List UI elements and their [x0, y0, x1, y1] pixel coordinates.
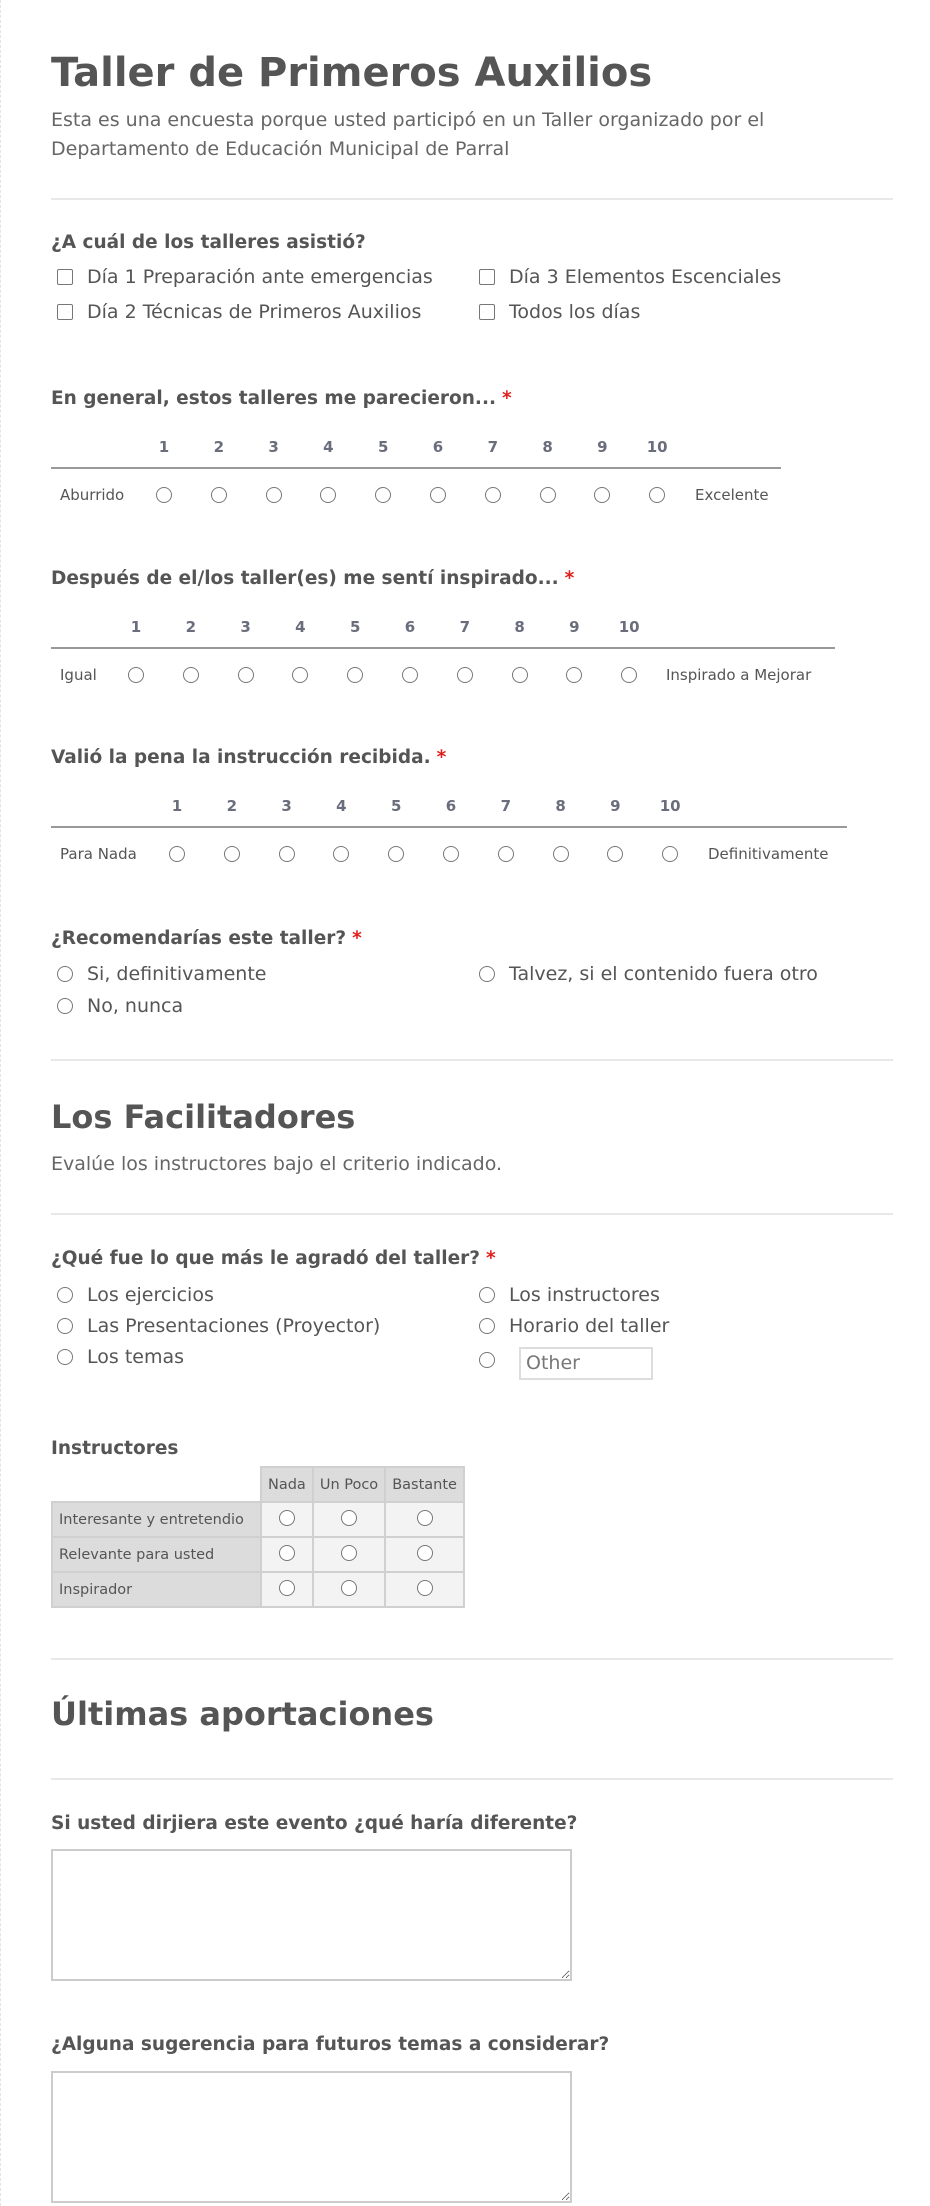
radio[interactable]: [57, 966, 73, 982]
scale-question-label: [51, 747, 446, 768]
radio[interactable]: [479, 1287, 495, 1303]
scale-number: 6: [404, 618, 416, 636]
required-asterisk: *: [564, 568, 575, 589]
option-label: Día 2 Técnicas de Primeros Auxilios: [87, 301, 422, 323]
scale-radio[interactable]: [224, 846, 240, 862]
scale-number: 6: [432, 438, 444, 456]
scale-number: 2: [185, 618, 197, 636]
scale-max-label: Excelente: [695, 486, 769, 504]
question-liked-label: [51, 1248, 496, 1269]
scale-number: 10: [618, 618, 640, 636]
scale-max-label: Definitivamente: [708, 845, 829, 863]
radio[interactable]: [417, 1580, 433, 1596]
radio[interactable]: [417, 1545, 433, 1561]
scale-question-label: [51, 388, 512, 409]
scale-number: 5: [390, 797, 402, 815]
scale-number: 3: [240, 618, 251, 636]
section-title-final: Últimas aportaciones: [51, 1695, 434, 1733]
scale-number: 4: [336, 797, 347, 815]
scale-radio[interactable]: [402, 667, 418, 683]
scale-max-label: Inspirado a Mejorar: [666, 666, 812, 684]
scale-divider: [51, 647, 835, 649]
question-different-label: Si usted dirjiera este evento ¿qué haría diferente?: [51, 1813, 578, 1834]
scale-divider: [51, 467, 781, 469]
divider: [51, 1059, 893, 1061]
scale-number: 9: [569, 618, 580, 636]
scale-radio[interactable]: [457, 667, 473, 683]
scale-number: 8: [542, 438, 553, 456]
scale-radio[interactable]: [279, 846, 295, 862]
scale-radio[interactable]: [566, 667, 582, 683]
scale-question-label: [51, 568, 574, 589]
scale-radio[interactable]: [607, 846, 623, 862]
scale-radio[interactable]: [540, 487, 556, 503]
radio-option-other[interactable]: [473, 1352, 509, 1368]
matrix-row-label: Interesante y entretendio: [52, 1502, 261, 1537]
scale-radio[interactable]: [292, 667, 308, 683]
form-description: Esta es una encuesta porque usted participó en un Taller organizado por el Departamento de Educación Municipal de Parral: [51, 109, 765, 160]
scale-radio[interactable]: [649, 487, 665, 503]
scale-number: 4: [295, 618, 306, 636]
option-label: Si, definitivamente: [87, 963, 267, 985]
radio-option[interactable]: [51, 963, 266, 985]
question-attended-label: ¿A cuál de los talleres asistió?: [51, 232, 366, 253]
scale-radio[interactable]: [553, 846, 569, 862]
scale-number: 2: [213, 438, 225, 456]
scale-number: 7: [459, 618, 471, 636]
scale-number: 6: [445, 797, 457, 815]
divider: [51, 1658, 893, 1660]
scale-radio[interactable]: [485, 487, 501, 503]
matrix-row: [52, 1537, 464, 1572]
matrix-column-header: Un Poco: [313, 1467, 385, 1502]
radio[interactable]: [341, 1580, 357, 1596]
checkbox-option[interactable]: [473, 266, 781, 288]
scale-radio[interactable]: [320, 487, 336, 503]
scale-number: 8: [514, 618, 525, 636]
matrix-row-label: Inspirador: [52, 1572, 261, 1607]
radio-option[interactable]: [473, 1315, 669, 1337]
scale-radio[interactable]: [238, 667, 254, 683]
radio-option[interactable]: [473, 1284, 660, 1306]
matrix-column-header: Nada: [261, 1467, 313, 1502]
question-text: Después de el/los taller(es) me sentí inspirado...: [51, 568, 559, 589]
scale-number: 10: [646, 438, 668, 456]
radio-option[interactable]: [51, 1284, 214, 1306]
option-label: Los temas: [87, 1346, 185, 1368]
radio[interactable]: [279, 1545, 295, 1561]
scale-radio[interactable]: [183, 667, 199, 683]
scale-question-worth: [0, 747, 930, 863]
matrix-corner: [52, 1467, 261, 1502]
checkbox[interactable]: [479, 269, 495, 285]
scale-divider: [51, 826, 847, 828]
scale-radio[interactable]: [156, 487, 172, 503]
radio[interactable]: [279, 1580, 295, 1596]
scale-radio[interactable]: [594, 487, 610, 503]
option-label: Los instructores: [509, 1284, 660, 1306]
divider: [51, 1213, 893, 1215]
scale-number: 4: [323, 438, 334, 456]
suggest-textarea[interactable]: [51, 2071, 572, 2203]
checkbox-option[interactable]: [473, 301, 640, 323]
radio[interactable]: [341, 1510, 357, 1526]
scale-radio[interactable]: [333, 846, 349, 862]
question-text: En general, estos talleres me parecieron...: [51, 388, 497, 409]
scale-radio[interactable]: [388, 846, 404, 862]
scale-min-label: Aburrido: [60, 486, 125, 504]
radio-option[interactable]: [51, 1315, 380, 1337]
scale-radio[interactable]: [375, 487, 391, 503]
question-text: Valió la pena la instrucción recibida.: [51, 747, 431, 768]
scale-radio[interactable]: [128, 667, 144, 683]
radio[interactable]: [57, 998, 73, 1014]
radio[interactable]: [479, 1318, 495, 1334]
instructors-matrix: [51, 1466, 465, 1608]
radio[interactable]: [279, 1510, 295, 1526]
scale-number: 3: [268, 438, 279, 456]
scale-radio[interactable]: [498, 846, 514, 862]
option-label: Día 1 Preparación ante emergencias: [87, 266, 433, 288]
scale-radio[interactable]: [512, 667, 528, 683]
scale-radio[interactable]: [621, 667, 637, 683]
scale-number: 3: [281, 797, 292, 815]
scale-number: 5: [377, 438, 389, 456]
scale-radio[interactable]: [211, 487, 227, 503]
radio[interactable]: [341, 1545, 357, 1561]
radio[interactable]: [417, 1510, 433, 1526]
different-textarea[interactable]: [51, 1849, 572, 1981]
question-text: ¿Qué fue lo que más le agradó del taller?: [51, 1248, 480, 1269]
scale-number: 7: [487, 438, 499, 456]
required-asterisk: *: [502, 388, 512, 409]
scale-number: 5: [349, 618, 361, 636]
form-title: Taller de Primeros Auxilios: [51, 50, 653, 96]
question-suggest-label: ¿Alguna sugerencia para futuros temas a considerar?: [51, 2034, 610, 2055]
page-edge: [0, 0, 2, 2206]
option-label: Día 3 Elementos Escenciales: [509, 266, 782, 288]
option-label: Horario del taller: [509, 1315, 670, 1337]
radio[interactable]: [479, 1352, 495, 1368]
scale-radio[interactable]: [169, 846, 185, 862]
scale-number: 7: [500, 797, 512, 815]
section-subtitle: Evalúe los instructores bajo el criterio indicado.: [51, 1153, 503, 1175]
option-label: Talvez, si el contenido fuera otro: [509, 963, 818, 985]
radio[interactable]: [479, 966, 495, 982]
option-label: Los ejercicios: [87, 1284, 214, 1306]
required-asterisk: *: [485, 1248, 496, 1269]
radio[interactable]: [57, 1318, 73, 1334]
scale-number: 1: [171, 797, 183, 815]
matrix-row: [52, 1572, 464, 1607]
scale-radio[interactable]: [443, 846, 459, 862]
radio-option[interactable]: [51, 1346, 184, 1368]
section-title-facilitators: Los Facilitadores: [51, 1098, 356, 1136]
option-label: Las Presentaciones (Proyector): [87, 1315, 381, 1337]
divider: [51, 198, 893, 200]
required-asterisk: *: [436, 747, 447, 768]
radio[interactable]: [57, 1349, 73, 1365]
scale-question-general: [0, 388, 930, 504]
matrix-label: Instructores: [51, 1438, 179, 1459]
option-label: No, nunca: [87, 995, 184, 1017]
scale-radio[interactable]: [662, 846, 678, 862]
checkbox[interactable]: [479, 304, 495, 320]
scale-question-inspired: [0, 568, 930, 684]
checkbox[interactable]: [57, 269, 73, 285]
question-recommend-label: [51, 928, 362, 949]
checkbox-option[interactable]: [51, 266, 433, 288]
scale-number: 1: [130, 618, 142, 636]
checkbox-option[interactable]: [51, 301, 421, 323]
required-asterisk: *: [352, 928, 362, 949]
checkbox[interactable]: [57, 304, 73, 320]
other-input[interactable]: Other: [519, 1347, 653, 1380]
matrix-row-label: Relevante para usted: [52, 1537, 261, 1572]
option-label: Todos los días: [509, 301, 641, 323]
scale-number: 9: [597, 438, 608, 456]
matrix-row: [52, 1502, 464, 1537]
scale-min-label: Igual: [60, 666, 97, 684]
scale-number: 10: [659, 797, 681, 815]
radio[interactable]: [57, 1287, 73, 1303]
scale-radio[interactable]: [430, 487, 446, 503]
radio-option[interactable]: [473, 963, 818, 985]
question-text: ¿Recomendarías este taller?: [51, 928, 347, 949]
radio-option[interactable]: [51, 995, 183, 1017]
scale-radio[interactable]: [266, 487, 282, 503]
scale-min-label: Para Nada: [60, 845, 137, 863]
scale-radio[interactable]: [347, 667, 363, 683]
scale-number: 8: [555, 797, 566, 815]
scale-number: 2: [226, 797, 238, 815]
scale-number: 9: [610, 797, 621, 815]
divider: [51, 1778, 893, 1780]
scale-number: 1: [158, 438, 170, 456]
matrix-column-header: Bastante: [385, 1467, 464, 1502]
